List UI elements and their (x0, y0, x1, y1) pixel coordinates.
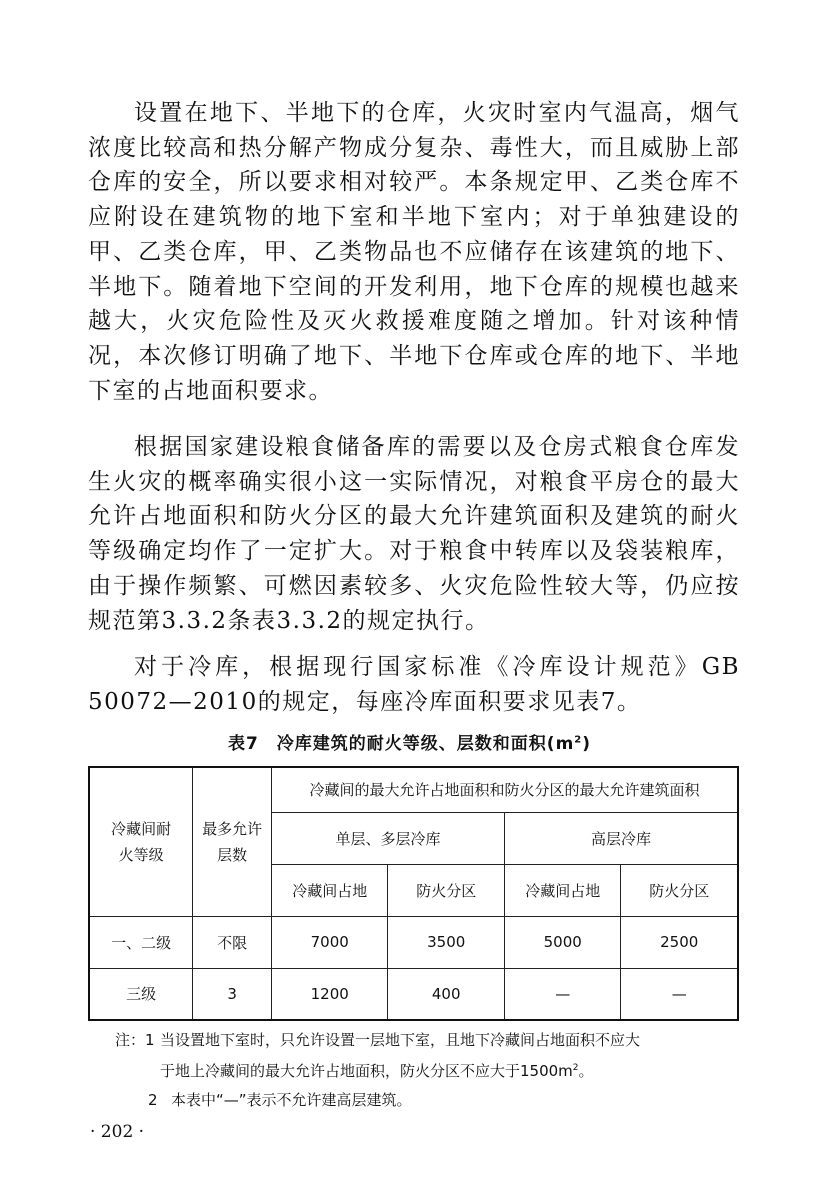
cell: 7000 (271, 916, 388, 968)
cell: 不限 (193, 916, 272, 968)
cell: — (621, 968, 738, 1020)
header-group: 冷藏间的最大允许占地面积和防火分区的最大允许建筑面积 (271, 767, 738, 812)
cell: 3500 (388, 916, 505, 968)
cold-storage-table (88, 766, 739, 1021)
note-1-continued: 于地上冷藏间的最大允许占地面积，防火分区不应大于$1500m^2$。 (160, 1062, 594, 1080)
paragraph-3: 对于冷库，根据现行国家标准《冷库设计规范》GB 50072—2010的规定，每座冷库面积要求见表7。 (88, 654, 740, 715)
table-row (89, 968, 738, 1020)
header-high-area: 冷藏间占地 (504, 864, 621, 916)
table-caption: 表7 冷库建筑的耐火等级、层数和面积$(m^2)$ (227, 734, 592, 754)
page-number: · 202 · (90, 1122, 145, 1142)
note-1: 注：1 当设置地下室时，只允许设置一层地下室，且地下冷藏间占地面积不应大 (115, 1031, 641, 1049)
header-low-compartment: 防火分区 (388, 864, 505, 916)
header-high-rise: 高层冷库 (504, 812, 738, 864)
cell: 3 (193, 968, 272, 1020)
header-low-rise: 单层、多层冷库 (271, 812, 504, 864)
paragraph-1: 设置在地下、半地下的仓库，火灾时室内气温高，烟气浓度比较高和热分解产物成分复杂、毒性大，而且威胁上部仓库的安全，所以要求相对较严。本条规定甲、乙类仓库不应附设在建筑物的地下室和半地下室内；对于单独建设的甲、乙类仓库，甲、乙类物品也不应储存在该建筑的地下、半地下。随着地下空间的开发利用，地下仓库的规模也越来越大，火灾危险性及灭火救援难度随之增加。针对该种情况，本次修订明确了地下、半地下仓库或仓库的地下、半地下室的占地面积要求。 (88, 100, 740, 404)
cell: 5000 (504, 916, 621, 968)
note-2: 2 本表中“—”表示不允许建高层建筑。 (148, 1091, 412, 1109)
table-row (89, 916, 738, 968)
paragraph-2: 根据国家建设粮食储备库的需要以及仓房式粮食仓库发生火灾的概率确实很小这一实际情况，对粮食平房仓的最大允许占地面积和防火分区的最大允许建筑面积及建筑的耐火等级确定均作了一定扩大。对于粮食中转库以及袋装粮库，由于操作频繁、可燃因素较多、火灾危险性较大等，仍应按规范第3.3.2条表3.3.2的规定执行。 (88, 434, 740, 634)
cell: — (504, 968, 621, 1020)
cell: 2500 (621, 916, 738, 968)
cell: 1200 (271, 968, 388, 1020)
header-max-floors: 最多允许层数 (193, 767, 272, 916)
header-low-area: 冷藏间占地 (271, 864, 388, 916)
cell: 三级 (89, 968, 193, 1020)
cell: 一、二级 (89, 916, 193, 968)
cell: 400 (388, 968, 505, 1020)
header-high-compartment: 防火分区 (621, 864, 738, 916)
header-fire-rating: 冷藏间耐火等级 (89, 767, 193, 916)
